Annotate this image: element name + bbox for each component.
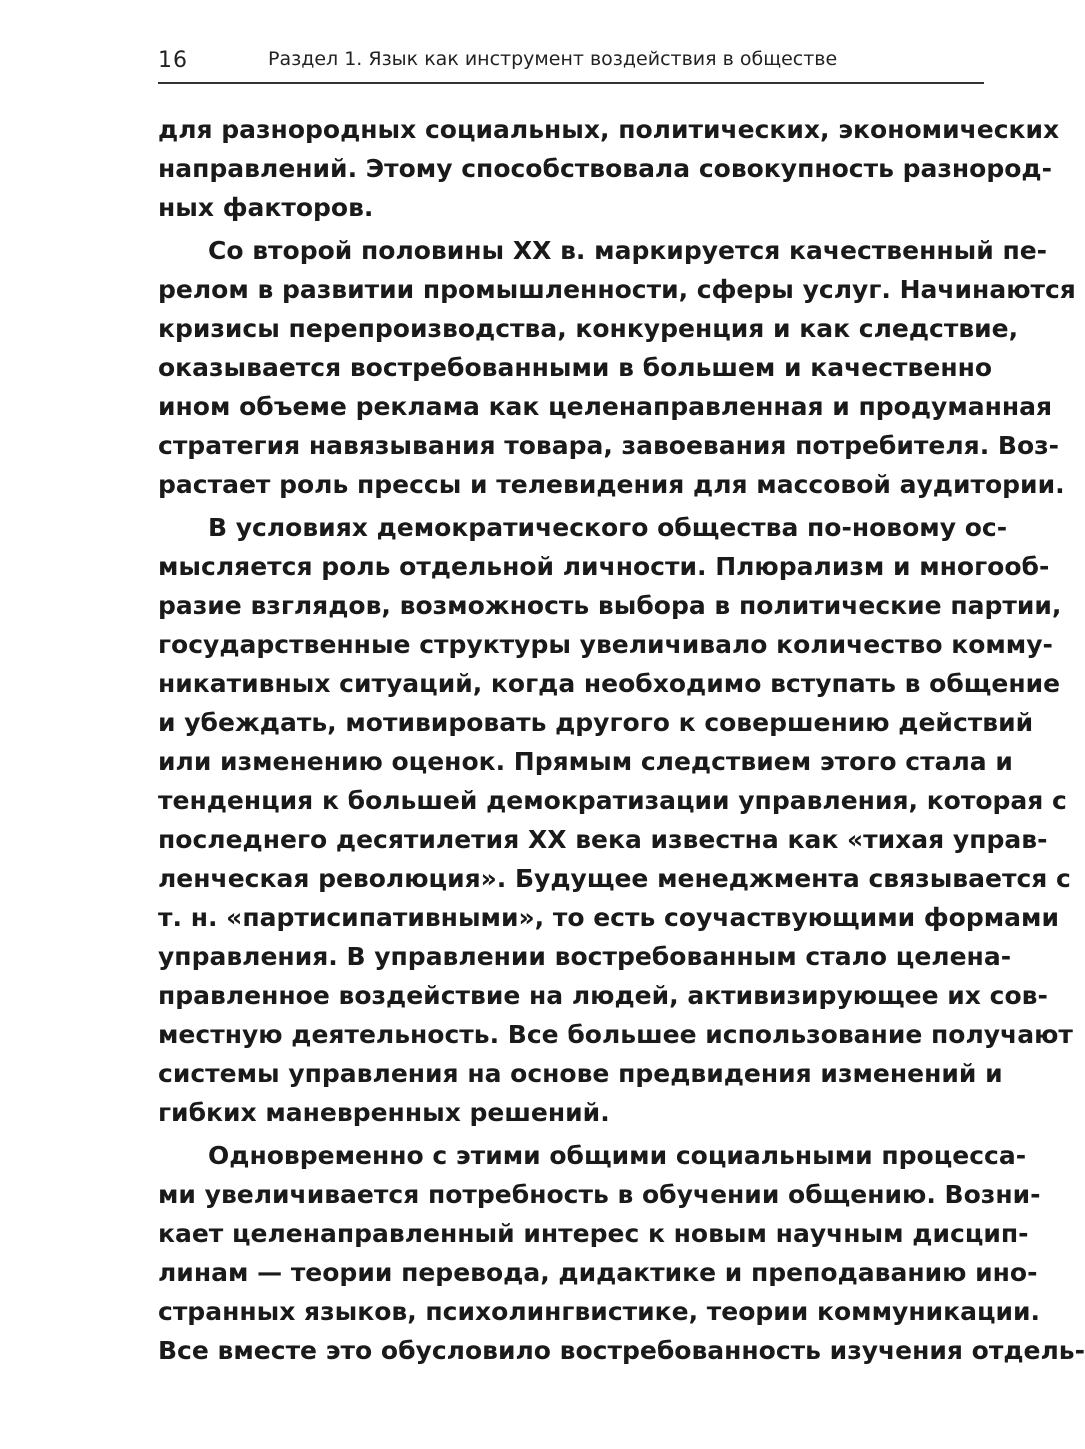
text-line: кает целенаправленный интерес к новым научным дисцип- [158, 1219, 1029, 1248]
text-line: кризисы перепроизводства, конкуренция и как следствие, [158, 314, 1019, 343]
text-line: тенденция к большей демократизации управления, которая с [158, 786, 1067, 815]
text-line: растает роль прессы и телевидения для массовой аудитории. [158, 470, 1065, 499]
running-header [158, 40, 984, 80]
body-text [158, 110, 1085, 1374]
text-line: линам — теории перевода, дидактике и преподаванию ино- [158, 1258, 1038, 1287]
text-line: и убеждать, мотивировать другого к совершению действий [158, 708, 1034, 737]
paragraph-2 [158, 231, 1076, 504]
text-line: Все вместе это обусловило востребованность изучения отдель- [158, 1336, 1085, 1365]
text-line: для разнородных социальных, политических, экономических [158, 115, 1060, 144]
text-line: государственные структуры увеличивало количество комму- [158, 630, 1053, 659]
text-line: стратегия навязывания товара, завоевания потребителя. Воз- [158, 431, 1060, 460]
text-line: Со второй половины XX в. маркируется качественный пе- [208, 236, 1048, 265]
page-number: 16 [158, 48, 188, 73]
text-line: последнего десятилетия XX века известна как «тихая управ- [158, 825, 1048, 854]
header-rule [158, 82, 984, 84]
text-line: разие взглядов, возможность выбора в политические партии, [158, 591, 1062, 620]
text-line: никативных ситуаций, когда необходимо вступать в общение [158, 669, 1061, 698]
text-line: или изменению оценок. Прямым следствием этого стала и [158, 747, 1013, 776]
text-line: В условиях демократического общества по-новому ос- [208, 513, 1008, 542]
text-line: местную деятельность. Все большее использование получают [158, 1020, 1073, 1049]
text-line: направлений. Этому способствовала совокупность разнород- [158, 154, 1052, 183]
text-line: т. н. «партисипативными», то есть соучаствующими формами [158, 903, 1059, 932]
paragraph-3 [158, 508, 1073, 1132]
text-line: ленческая революция». Будущее менеджмента связывается с [158, 864, 1071, 893]
text-line: ином объеме реклама как целенаправленная и продуманная [158, 392, 1053, 421]
text-line: оказывается востребованными в большем и качественно [158, 353, 993, 382]
text-line: мысляется роль отдельной личности. Плюрализм и многооб- [158, 552, 1050, 581]
text-line: управления. В управлении востребованным стало целена- [158, 942, 1012, 971]
text-line: ных факторов. [158, 193, 374, 222]
paragraph-4 [158, 1136, 1085, 1370]
text-line: Одновременно с этими общими социальными процесса- [208, 1141, 1027, 1170]
running-title: Раздел 1. Язык как инструмент воздействия в обществе [268, 48, 838, 70]
text-line: странных языков, психолингвистике, теории коммуникации. [158, 1297, 1041, 1326]
text-line: гибких маневренных решений. [158, 1098, 610, 1127]
text-line: правленное воздействие на людей, активизирующее их сов- [158, 981, 1048, 1010]
text-line: ми увеличивается потребность в обучении общению. Возни- [158, 1180, 1041, 1209]
text-line: системы управления на основе предвидения изменений и [158, 1059, 1003, 1088]
paragraph-1 [158, 110, 1060, 227]
text-line: релом в развитии промышленности, сферы услуг. Начинаются [158, 275, 1076, 304]
